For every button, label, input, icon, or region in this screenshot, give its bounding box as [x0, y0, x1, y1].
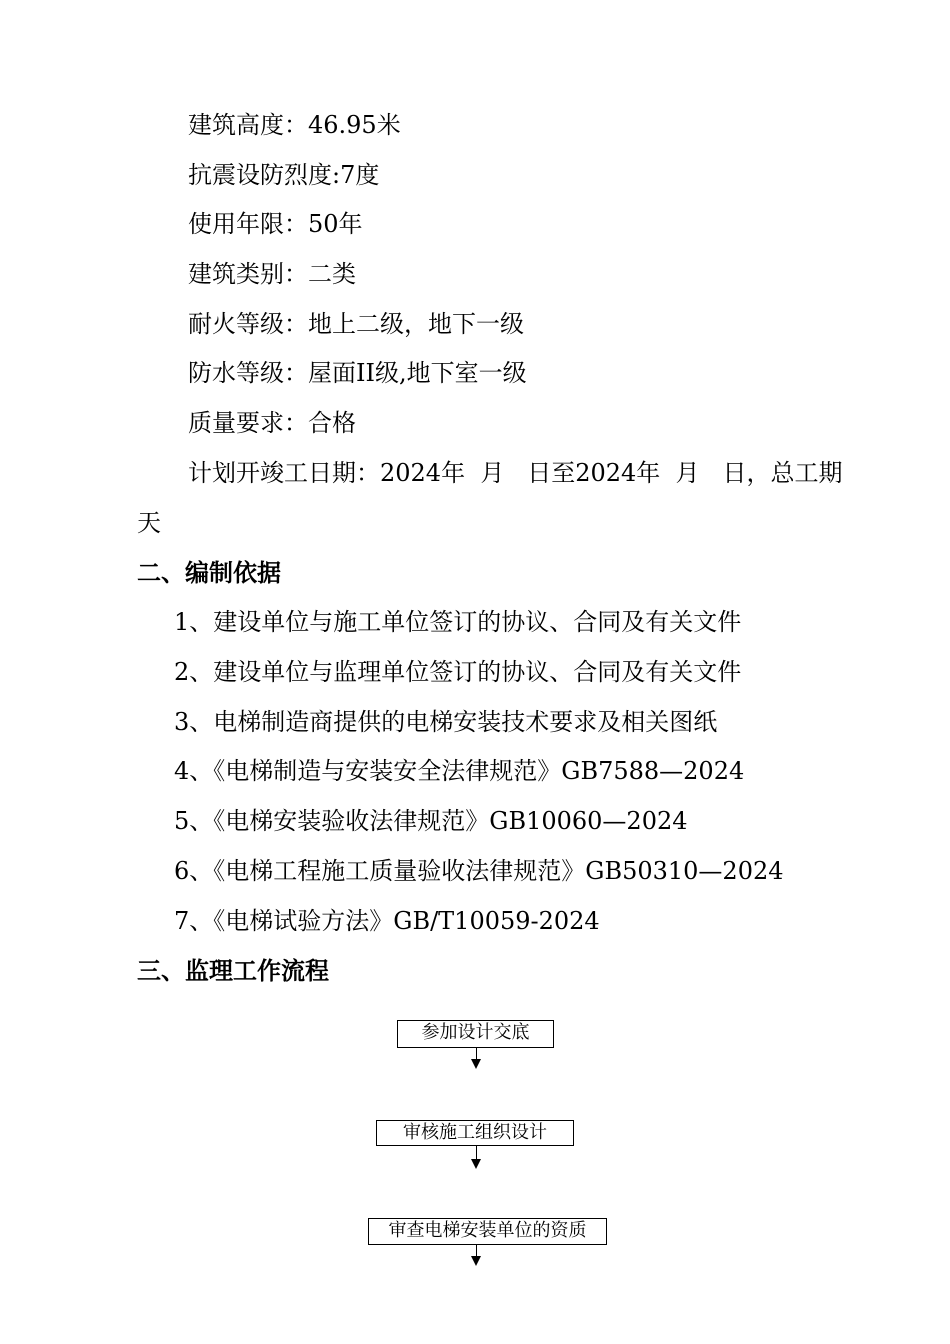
basis-item-4: 4、《电梯制造与安装安全法律规范》GB7588—2024: [174, 757, 745, 785]
flow-step-review-construction-plan: 审核施工组织设计: [376, 1120, 574, 1146]
flow-step-review-installer-qualification: 审查电梯安装单位的资质: [368, 1218, 607, 1245]
basis-item-3: 3、电梯制造商提供的电梯安装技术要求及相关图纸: [174, 708, 718, 736]
spec-waterproof-rating: 防水等级：屋面II级,地下室一级: [188, 359, 527, 387]
flow-connector-2: [476, 1146, 477, 1160]
basis-item-5: 5、《电梯安装验收法律规范》GB10060—2024: [174, 807, 688, 835]
spec-schedule-continued: 天: [137, 509, 161, 537]
section3-heading: 三、监理工作流程: [137, 956, 329, 985]
basis-item-6: 6、《电梯工程施工质量验收法律规范》GB50310—2024: [174, 857, 784, 885]
spec-schedule: 计划开竣工日期：2024年 月 日至2024年 月 日，总工期: [188, 459, 843, 487]
arrow-down-icon: [471, 1256, 481, 1266]
basis-item-1: 1、建设单位与施工单位签订的协议、合同及有关文件: [174, 608, 742, 636]
spec-building-category: 建筑类别：二类: [188, 260, 356, 288]
basis-item-7: 7、《电梯试验方法》GB/T10059-2024: [174, 907, 600, 935]
spec-seismic-intensity: 抗震设防烈度:7度: [188, 161, 380, 189]
section2-heading: 二、编制依据: [137, 558, 281, 587]
spec-quality-requirement: 质量要求：合格: [188, 409, 356, 437]
arrow-down-icon: [471, 1159, 481, 1169]
spec-fire-rating: 耐火等级：地上二级，地下一级: [188, 310, 524, 338]
basis-item-2: 2、建设单位与监理单位签订的协议、合同及有关文件: [174, 658, 742, 686]
spec-building-height: 建筑高度：46.95米: [188, 111, 401, 139]
spec-service-life: 使用年限：50年: [188, 210, 363, 238]
arrow-down-icon: [471, 1059, 481, 1069]
flow-step-design-briefing: 参加设计交底: [397, 1020, 554, 1048]
